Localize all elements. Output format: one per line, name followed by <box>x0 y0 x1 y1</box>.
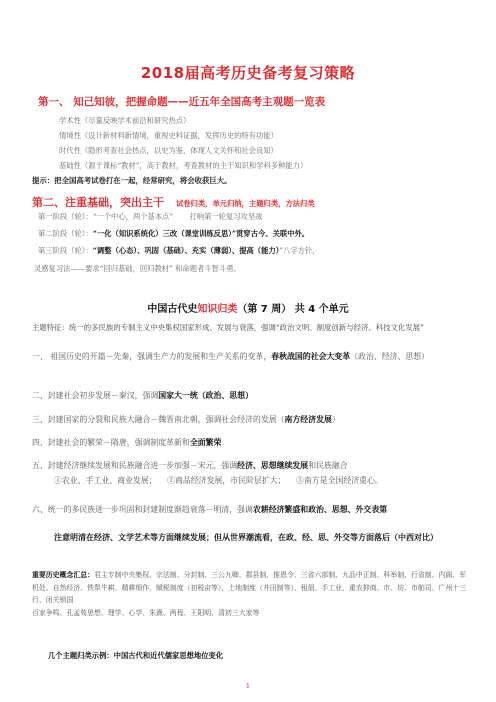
page-number: 1 <box>245 682 251 690</box>
part1-item-1: 学术性（尽量反映学术前沿和研究热点） <box>59 116 191 125</box>
phase-3 <box>38 246 320 256</box>
era-3-text: 三、封建国家的分裂和民族大融合－魏晋南北朝，强调社会经济的发展（ <box>32 415 285 424</box>
part2-heading-sub: 试卷归类，单元归纳，主题归类，方法归类 <box>176 199 315 208</box>
era-2-bold: 国家大一统（政治、思想） <box>158 391 253 400</box>
example-heading: 几个主题归类示例：中国古代和近代儒家思想地位变化 <box>48 651 224 660</box>
era-1-after: （政治、经济、思想） <box>350 352 430 361</box>
part1-heading: 第一、 知己知彼，把握命题——近五年全国高考主观题一览表 <box>38 96 326 108</box>
part1-tip: 提示：把全国高考试卷打在一起，经常研究，将会收获巨大。 <box>32 176 232 185</box>
part1-item-3: 时代性（隐形考查社会热点，以史为鉴，体现人文关怀和社会良知） <box>59 146 278 155</box>
section-title-highlight: 知识归类 <box>197 304 238 315</box>
part2-heading-main: 第二、注重基础，突出主干 <box>32 196 164 209</box>
phase-3-bold: “调整（心态）、巩固（基础）、充实（薄弱）、提高（能力） <box>92 246 280 255</box>
era-5-text: 五、封建经济继续发展和民族融合进一步加强－宋元，强调 <box>32 461 238 470</box>
review-method: 灵感复习法——要求“回归基础，回归教材” 和命题者斗智斗勇。 <box>34 264 241 273</box>
era-1-bold: 春秋战国的社会大变革 <box>271 352 351 361</box>
section-title-prefix: 中国古代史 <box>147 304 198 315</box>
phase-2-bold: “一化（知识系统化）三改（课堂训练反思）”贯穿古今、关联中外。 <box>92 229 310 238</box>
section-title-suffix: （第 7 周） 共 4 个单元 <box>237 304 349 315</box>
phase-2-prefix: 第二阶段（轮）： <box>38 229 93 238</box>
era-3-after: ） <box>331 415 340 424</box>
concepts-text-2: 百家争鸣、孔孟荀思想、理学、心学、朱熹、两程、王阳明、清初三大家等 <box>32 608 260 617</box>
era-5-bold: 经济、思想继续发展 <box>237 461 309 470</box>
era-2 <box>32 389 468 403</box>
part1-item-4: 基础性（源于课标“教材”，高于教材，考查教材的主干知识和学科多种能力） <box>59 161 308 170</box>
era-5-sub-3: ③南方是全国经济重心。 <box>296 476 383 485</box>
theme-paragraph: 主题特征：统一的多民族的专制主义中央集权国家形成、发展与衰落，强调“政治文明、制度创新与经济、科技文化发展” <box>32 323 424 332</box>
era-1-text: 一、 祖国历史的开篇－先秦，强调生产力的发展和生产关系的变革， <box>32 352 272 361</box>
era-1 <box>32 350 468 364</box>
era-5-sub-2: ②商品经济发展，市民阶层扩大； <box>167 476 286 485</box>
era-5-after: 和民族融合 <box>308 461 348 470</box>
part1-item-2: 情境性（设计新材料新情境，重视史料证据，发挥历史的特有功能） <box>59 131 278 140</box>
concepts-text: 君主专制中央集权、宗法制、分封制、三公九卿、郡县制、推恩令、三省六部制、九品中正制、科举制、行省制、内阁、军机处、自然经济、铁犁牛耕、精耕细作、赋税制度（初税亩等），土地制度（井田制等）、租佃、手工业、重农抑商、市、坊、市舶司、广州十三行、闭关锁国 <box>32 571 467 604</box>
concepts-label: 重要历史概念汇总： <box>32 571 95 579</box>
phase-3-prefix: 第三阶段（轮）： <box>38 246 93 255</box>
concepts-paragraph <box>32 569 472 619</box>
era-2-text: 二、封建社会初步发展－秦汉，强调 <box>32 391 159 400</box>
era-3 <box>32 413 468 427</box>
phase-1-suffix: 打响第一轮复习攻坚战 <box>189 212 263 221</box>
era-4 <box>32 436 468 450</box>
era-3-bold: 南方经济发展 <box>284 415 332 424</box>
era-4-bold: 全面繁荣 <box>189 438 222 447</box>
era-5 <box>32 459 468 473</box>
phase-1-text: 第一阶段（轮）：“一个中心，两个基本点” <box>38 212 174 221</box>
era-6-bold: 农耕经济繁盛和政治、思想、外交表第 <box>252 505 388 514</box>
phase-2 <box>38 229 309 239</box>
phase-1 <box>38 212 262 222</box>
document-title: 2018届高考历史备考复习策略 <box>140 64 356 82</box>
era-4-text: 四、封建社会的繁荣－隋唐，强调制度革新和 <box>32 438 190 447</box>
era-5-subs <box>54 474 383 487</box>
era-6 <box>32 503 468 517</box>
era-5-sub-1: ①农业、手工业、商业发展； <box>54 476 157 485</box>
phase-3-suffix: ”八字方针， <box>279 246 320 255</box>
section-title <box>0 300 496 315</box>
era-6-note: 注意明清在经济、文学艺术等方面继续发展；但从世界潮流看，在政、经、思、外交等方面落后（中西对比） <box>54 532 438 542</box>
era-6-text: 六、统一的多民族进一步巩固和封建制度渐趋衰落－明清，强调 <box>32 505 253 514</box>
part2-heading <box>32 191 315 210</box>
